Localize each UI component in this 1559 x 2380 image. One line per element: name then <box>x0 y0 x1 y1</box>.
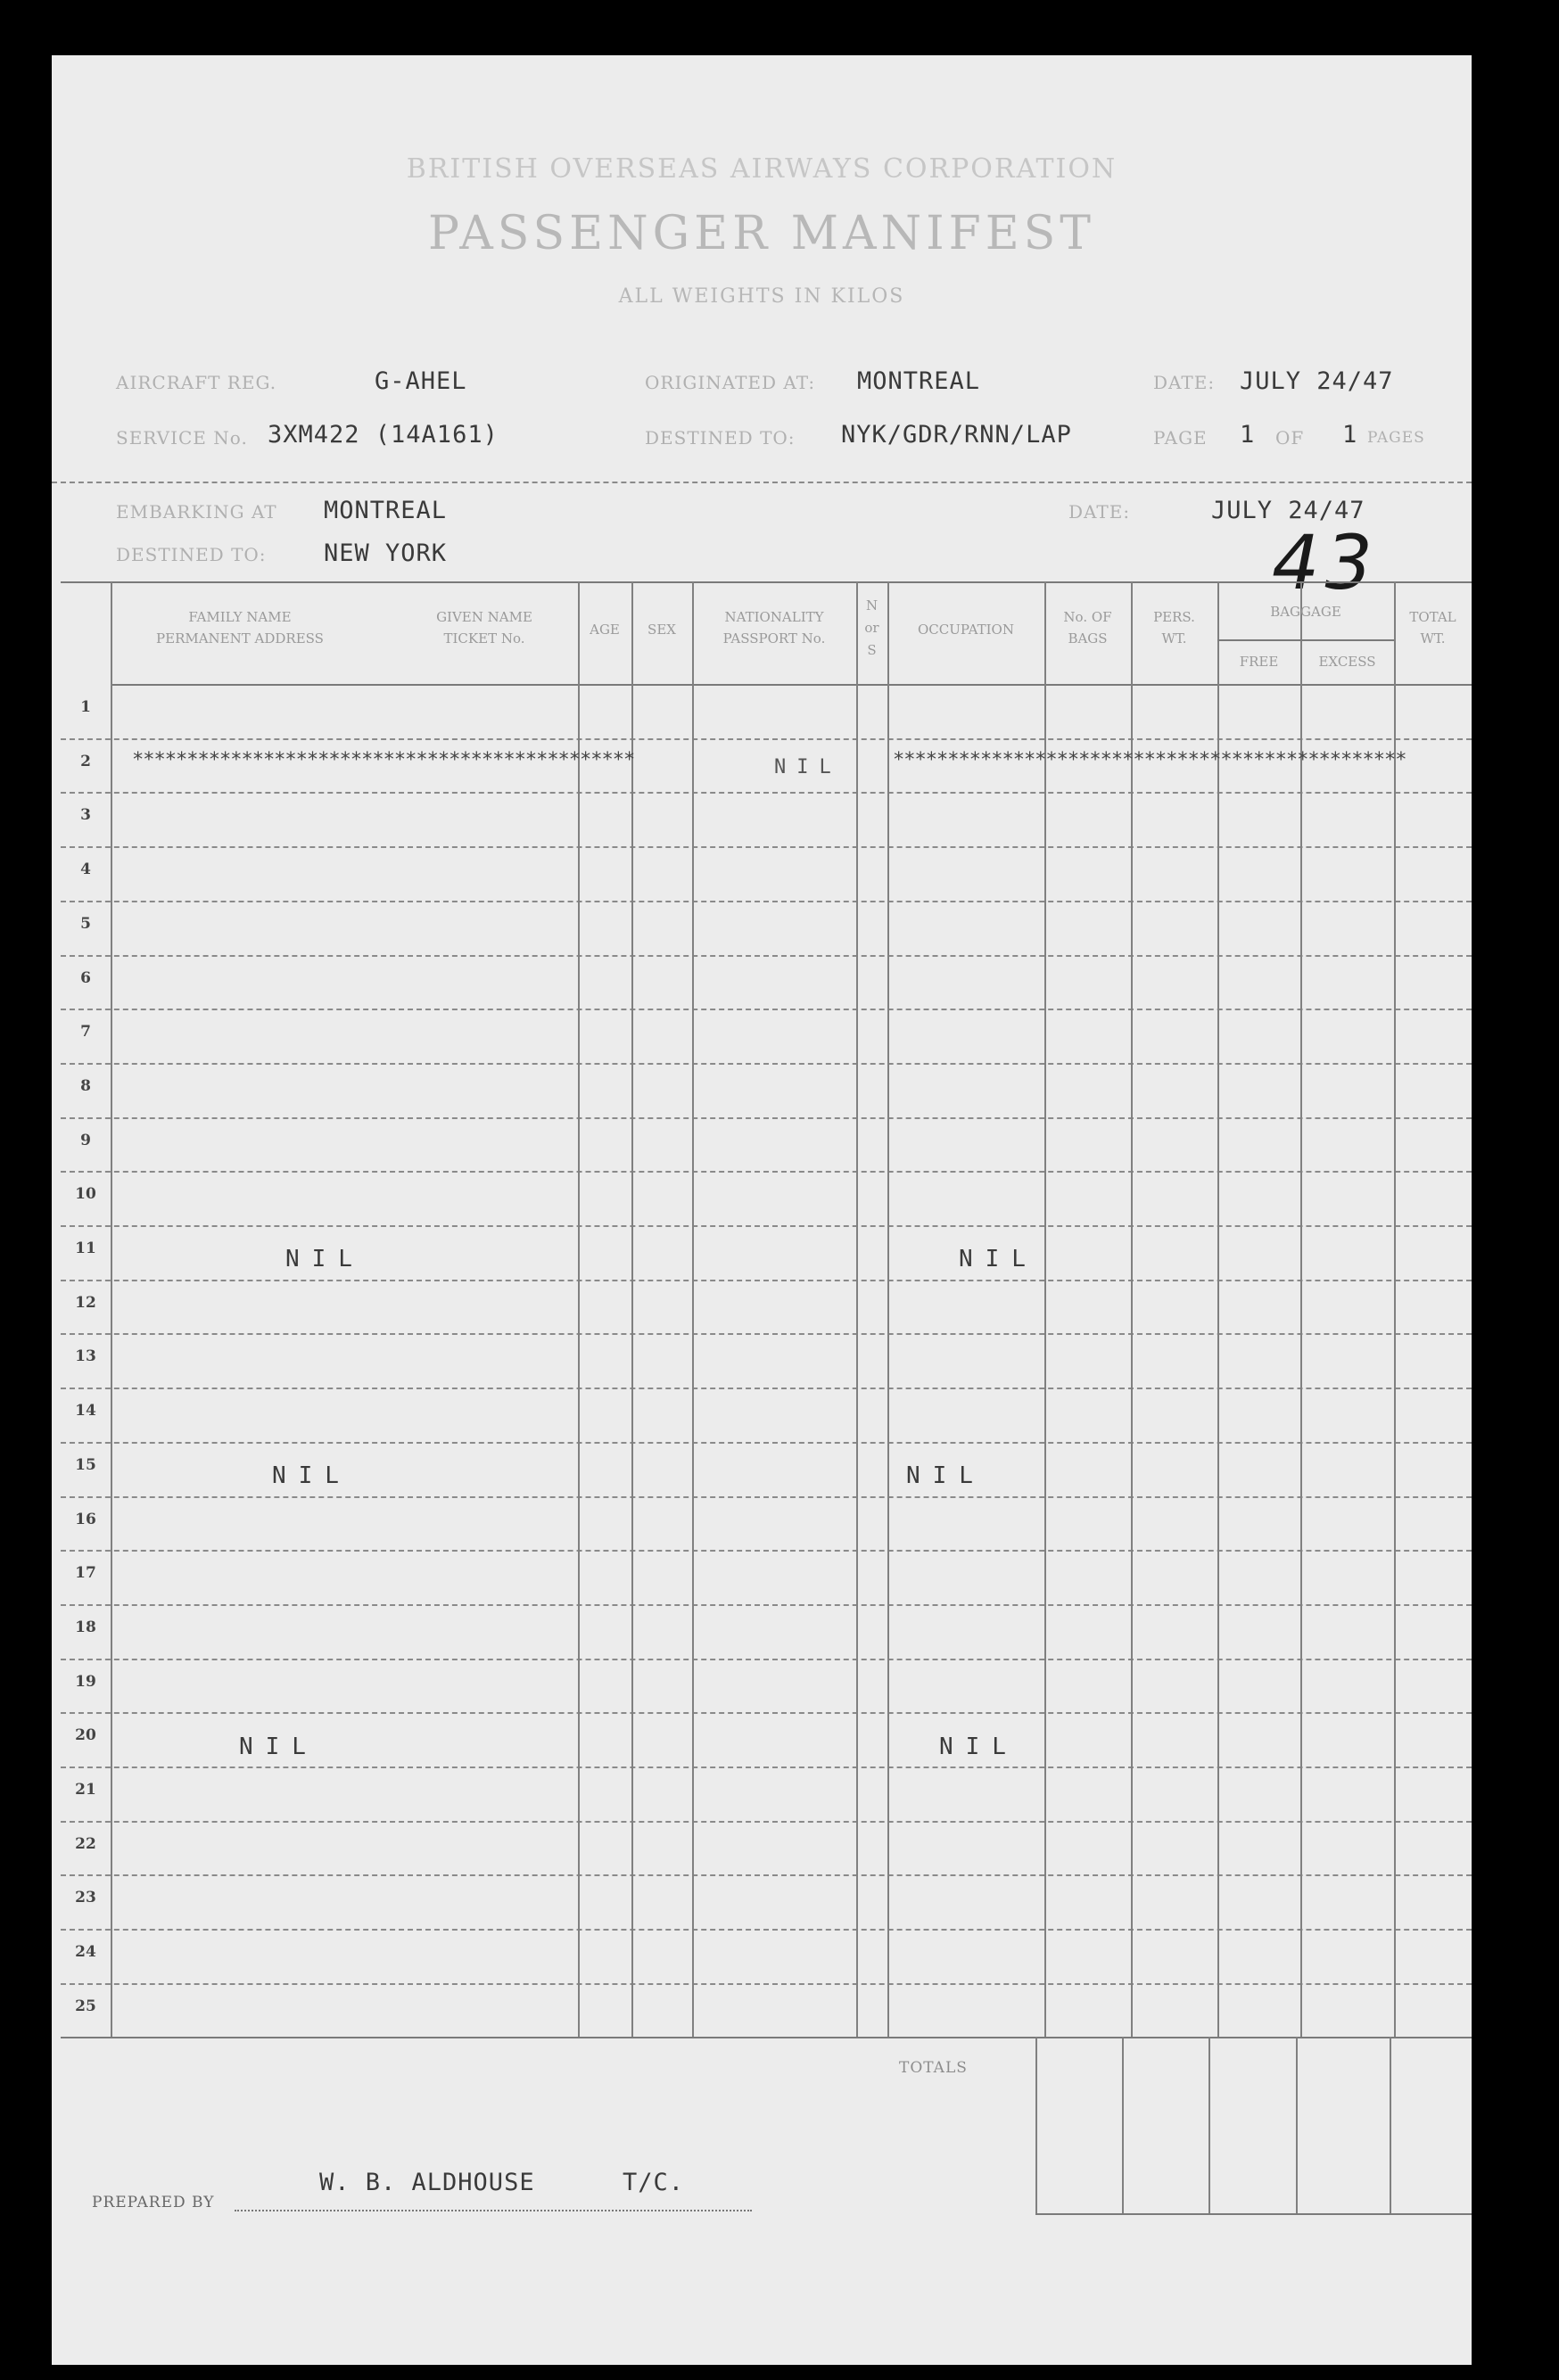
page-total: 1 <box>1342 421 1358 449</box>
row-number: 9 <box>80 1131 91 1149</box>
ticket-no-label: TICKET No. <box>443 630 525 646</box>
row-number: 8 <box>80 1076 91 1095</box>
row20-name-nil: NIL <box>239 1734 318 1760</box>
total-wt-label: WT. <box>1420 630 1446 646</box>
row-number: 6 <box>80 968 91 987</box>
row-line <box>61 738 1472 740</box>
row-number: 23 <box>75 1889 96 1907</box>
row-line <box>61 1659 1472 1660</box>
bags-label: BAGS <box>1068 630 1108 646</box>
pers-label: PERS. <box>1153 609 1195 625</box>
weights-note: ALL WEIGHTS IN KILOS <box>618 285 905 308</box>
col-header-sex: SEX <box>648 622 676 638</box>
baggage-subdivider <box>1217 639 1394 641</box>
row-number: 11 <box>75 1239 96 1257</box>
row-number: 5 <box>80 914 91 933</box>
table-header-bottom <box>111 684 1472 686</box>
row-line <box>61 1009 1472 1010</box>
row-line <box>61 1712 1472 1714</box>
row-number: 3 <box>80 806 91 825</box>
row-number: 16 <box>75 1510 96 1528</box>
row11-occupation-nil: NIL <box>959 1246 1038 1272</box>
row-line <box>61 1496 1472 1498</box>
table-bottom-border <box>61 2037 1472 2038</box>
prepared-by-line <box>235 2210 752 2211</box>
row-line <box>61 1604 1472 1606</box>
embark-date-label: DATE: <box>1068 501 1131 523</box>
col-line-name <box>578 581 580 2037</box>
destined-label: DESTINED TO: <box>645 427 796 449</box>
family-name-label: FAMILY NAME <box>188 609 292 625</box>
totals-col-1 <box>1035 2037 1037 2215</box>
table-top-border <box>61 581 1472 583</box>
row-line <box>61 901 1472 902</box>
divider-line <box>52 482 1472 483</box>
row-number: 13 <box>75 1347 96 1366</box>
row-number: 21 <box>75 1781 96 1799</box>
row11-name-nil: NIL <box>285 1246 365 1272</box>
document-title: PASSENGER MANIFEST <box>428 207 1095 260</box>
manifest-sheet <box>52 55 1472 2365</box>
totals-col-5 <box>1390 2037 1391 2215</box>
aircraft-reg-label: AIRCRAFT REG. <box>116 372 277 393</box>
service-no-label: SERVICE No. <box>116 427 248 449</box>
row-line <box>61 846 1472 848</box>
row-line <box>61 1874 1472 1876</box>
col-line-sex <box>692 581 694 2037</box>
row-line <box>61 955 1472 957</box>
col-line-nationality <box>856 581 858 2037</box>
row-line <box>61 1929 1472 1931</box>
row-line <box>61 1983 1472 1985</box>
page-number: 1 <box>1240 421 1256 449</box>
col-line-excess <box>1394 581 1396 2037</box>
row15-occupation-nil: NIL <box>906 1462 986 1489</box>
embark-date-value: JULY 24/47 <box>1211 497 1365 524</box>
passport-no-label: PASSPORT No. <box>722 630 826 646</box>
col-header-pers-wt <box>1131 606 1217 649</box>
col-line-pers-wt <box>1217 581 1219 2037</box>
service-no-value: 3XM422 (14A161) <box>268 421 499 449</box>
col-header-age: AGE <box>590 622 620 638</box>
aircraft-reg-value: G-AHEL <box>375 367 467 395</box>
row-line <box>61 1063 1472 1065</box>
page-label: PAGE <box>1153 427 1208 449</box>
page-of-label: OF <box>1275 427 1305 449</box>
row-number: 20 <box>75 1726 96 1745</box>
nos-label-s: S <box>867 642 877 658</box>
row15-name-nil: NIL <box>272 1462 351 1489</box>
flight-date-value: JULY 24/47 <box>1240 367 1394 395</box>
embarking-value: MONTREAL <box>324 497 448 524</box>
row-line <box>61 1225 1472 1227</box>
originated-label: ORIGINATED AT: <box>645 372 816 393</box>
row-number: 17 <box>75 1564 96 1583</box>
destined-value: NYK/GDR/RNN/LAP <box>841 421 1072 449</box>
wt-label: WT. <box>1161 630 1187 646</box>
col-line-free <box>1300 581 1302 2037</box>
embarking-label: EMBARKING AT <box>116 501 277 523</box>
totals-col-4 <box>1296 2037 1298 2215</box>
embark-destined-value: NEW YORK <box>324 539 448 567</box>
col-header-family-name <box>111 606 369 649</box>
col-line-occupation <box>1044 581 1046 2037</box>
col-header-free: FREE <box>1239 654 1279 670</box>
row-number: 25 <box>75 1997 96 2015</box>
totals-bottom <box>1035 2213 1472 2215</box>
embark-destined-label: DESTINED TO: <box>116 544 267 565</box>
row-number: 18 <box>75 1618 96 1636</box>
col-header-occupation: OCCUPATION <box>918 622 1014 638</box>
row-number: 22 <box>75 1834 96 1853</box>
nationality-label: NATIONALITY <box>724 609 824 625</box>
row-line <box>61 1171 1472 1173</box>
permanent-address-label: PERMANENT ADDRESS <box>156 630 324 646</box>
row-number: 12 <box>75 1293 96 1312</box>
row-line <box>61 1442 1472 1444</box>
col-header-total-wt <box>1394 606 1472 649</box>
col-line-bags <box>1131 581 1133 2037</box>
row-line <box>61 792 1472 794</box>
row1-stars-right: *********************************************** <box>893 749 1406 771</box>
row-number: 24 <box>75 1943 96 1962</box>
row-line <box>61 1388 1472 1389</box>
row-line <box>61 1333 1472 1335</box>
col-header-excess: EXCESS <box>1318 654 1376 670</box>
col-line-left <box>111 581 112 2037</box>
row-line <box>61 1280 1472 1281</box>
given-name-label: GIVEN NAME <box>436 609 532 625</box>
nos-label-n: N <box>865 597 878 614</box>
pages-label: PAGES <box>1367 429 1425 447</box>
row-number: 10 <box>75 1185 96 1204</box>
row-number: 2 <box>80 752 91 770</box>
originated-value: MONTREAL <box>857 367 981 395</box>
totals-col-3 <box>1208 2037 1210 2215</box>
row1-nil: NIL <box>774 756 842 778</box>
prepared-by-name: W. B. ALDHOUSE <box>319 2169 535 2196</box>
row-number: 19 <box>75 1672 96 1691</box>
row-line <box>61 1550 1472 1552</box>
col-line-nos <box>887 581 889 2037</box>
row-line <box>61 1117 1472 1119</box>
row-number: 7 <box>80 1023 91 1042</box>
row-number: 4 <box>80 861 91 879</box>
company-name: BRITISH OVERSEAS AIRWAYS CORPORATION <box>406 153 1118 185</box>
col-line-age <box>631 581 633 2037</box>
col-header-nationality <box>692 606 856 649</box>
nos-label-or: or <box>864 620 879 636</box>
col-header-given-name <box>391 606 578 649</box>
row1-stars-left: ********************************************** <box>132 749 635 771</box>
totals-label: TOTALS <box>899 2059 968 2077</box>
row20-occupation-nil: NIL <box>939 1734 1019 1760</box>
col-header-baggage: BAGGAGE <box>1270 604 1341 620</box>
no-of-label: No. OF <box>1063 609 1112 625</box>
total-label: TOTAL <box>1409 609 1456 625</box>
row-line <box>61 1821 1472 1823</box>
col-header-nos <box>856 595 887 662</box>
row-number: 1 <box>80 698 91 716</box>
row-number: 14 <box>75 1402 96 1421</box>
prepared-by-title: T/C. <box>623 2169 685 2196</box>
row-number: 15 <box>75 1455 96 1474</box>
handwritten-number: 43 <box>1272 519 1378 606</box>
prepared-by-label: PREPARED BY <box>92 2194 215 2211</box>
row-line <box>61 1766 1472 1768</box>
flight-date-label: DATE: <box>1153 372 1216 393</box>
col-header-bags <box>1044 606 1131 649</box>
totals-col-2 <box>1122 2037 1124 2215</box>
